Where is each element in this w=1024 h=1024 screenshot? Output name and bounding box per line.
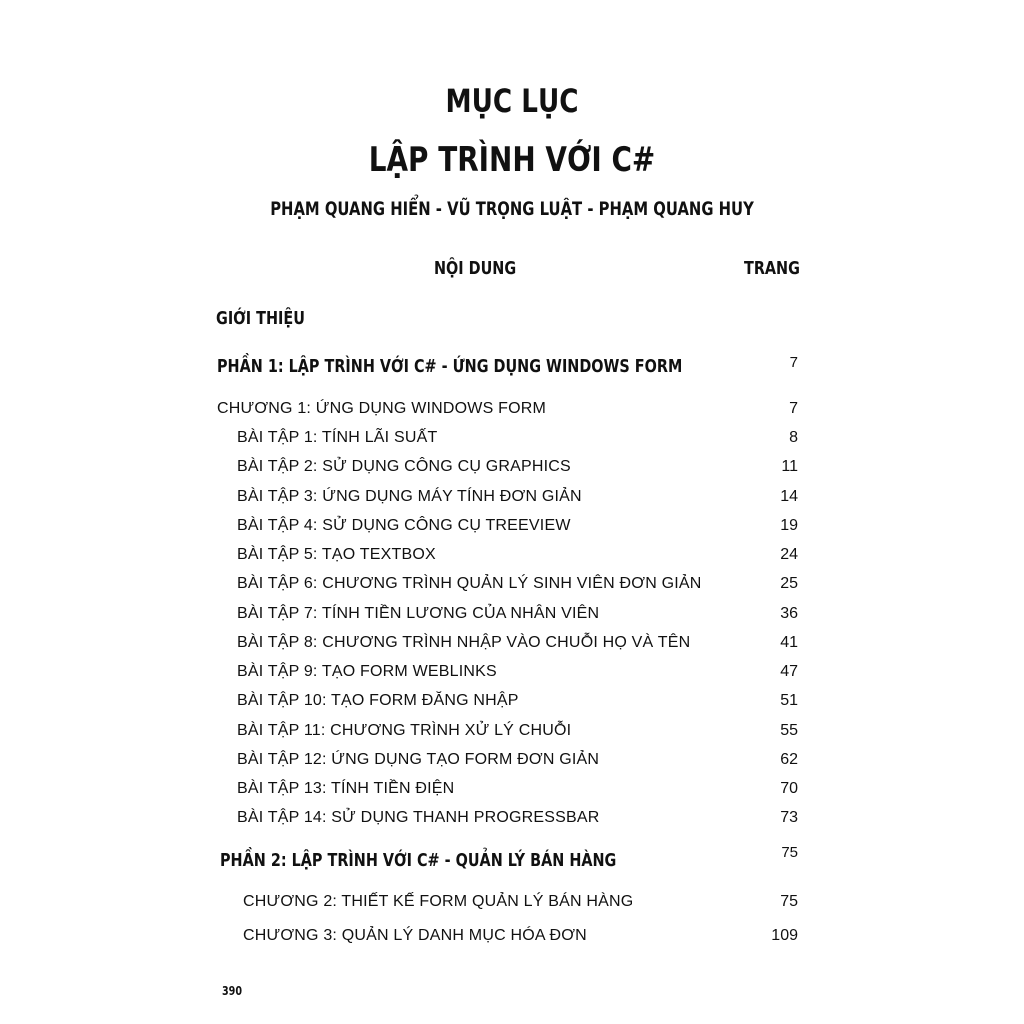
exercise-label: BÀI TẬP 3: ỨNG DỤNG MÁY TÍNH ĐƠN GIẢN	[237, 488, 582, 505]
exercise-page: 62	[780, 751, 798, 768]
part1-heading: PHẦN 1: LẬP TRÌNH VỚI C# - ỨNG DỤNG WINDOWS FORM	[217, 356, 683, 377]
exercise-page: 70	[780, 780, 798, 797]
part1-page: 7	[789, 354, 798, 371]
exercise-page: 25	[780, 575, 798, 592]
exercise-page: 47	[780, 663, 798, 680]
exercise-label: BÀI TẬP 5: TẠO TEXTBOX	[237, 546, 436, 563]
chapter1-label: CHƯƠNG 1: ỨNG DỤNG WINDOWS FORM	[217, 400, 547, 417]
exercise-label: BÀI TẬP 9: TẠO FORM WEBLINKS	[237, 663, 497, 680]
header-page: TRANG	[744, 258, 800, 279]
exercise-label: BÀI TẬP 10: TẠO FORM ĐĂNG NHẬP	[237, 692, 519, 709]
exercise-label: BÀI TẬP 13: TÍNH TIỀN ĐIỆN	[237, 780, 455, 797]
chapter2-label: CHƯƠNG 2: THIẾT KẾ FORM QUẢN LÝ BÁN HÀNG	[243, 893, 634, 910]
exercise-label: BÀI TẬP 4: SỬ DỤNG CÔNG CỤ TREEVIEW	[237, 517, 571, 534]
exercise-label: BÀI TẬP 14: SỬ DỤNG THANH PROGRESSBAR	[237, 809, 600, 826]
exercise-page: 55	[780, 722, 798, 739]
exercise-label: BÀI TẬP 7: TÍNH TIỀN LƯƠNG CỦA NHÂN VIÊN	[237, 605, 600, 622]
chapter3-label: CHƯƠNG 3: QUẢN LÝ DANH MỤC HÓA ĐƠN	[243, 927, 587, 944]
exercise-page: 73	[780, 809, 798, 826]
chapter3-page: 109	[771, 927, 798, 944]
exercise-label: BÀI TẬP 8: CHƯƠNG TRÌNH NHẬP VÀO CHUỖI HỌ VÀ TÊN	[237, 634, 691, 651]
exercise-label: BÀI TẬP 2: SỬ DỤNG CÔNG CỤ GRAPHICS	[237, 458, 571, 475]
authors: PHẠM QUANG HIỂN - VŨ TRỌNG LUẬT - PHẠM QUANG HUY	[270, 198, 754, 220]
part2-heading: PHẦN 2: LẬP TRÌNH VỚI C# - QUẢN LÝ BÁN HÀNG	[220, 850, 617, 871]
part2-page: 75	[781, 844, 798, 861]
exercise-page: 36	[780, 605, 798, 622]
book-title: LẬP TRÌNH VỚI C#	[368, 140, 656, 180]
exercise-page: 41	[780, 634, 798, 651]
chapter1-page: 7	[789, 400, 798, 417]
exercise-page: 24	[780, 546, 798, 563]
exercise-page: 19	[780, 517, 798, 534]
toc-title: MỤC LỤC	[445, 82, 579, 120]
header-content: NỘI DUNG	[434, 258, 517, 279]
exercise-page: 51	[780, 692, 798, 709]
chapter2-page: 75	[780, 893, 798, 910]
exercise-label: BÀI TẬP 12: ỨNG DỤNG TẠO FORM ĐƠN GIẢN	[237, 751, 600, 768]
exercise-label: BÀI TẬP 11: CHƯƠNG TRÌNH XỬ LÝ CHUỖI	[237, 722, 572, 739]
exercise-label: BÀI TẬP 1: TÍNH LÃI SUẤT	[237, 429, 438, 446]
exercise-label: BÀI TẬP 6: CHƯƠNG TRÌNH QUẢN LÝ SINH VIÊN ĐƠN GIẢN	[237, 575, 702, 592]
intro-heading: GIỚI THIỆU	[216, 308, 305, 329]
exercise-page: 11	[781, 458, 798, 475]
exercise-page: 8	[789, 429, 798, 446]
page-number: 390	[222, 984, 243, 998]
exercise-page: 14	[780, 488, 798, 505]
